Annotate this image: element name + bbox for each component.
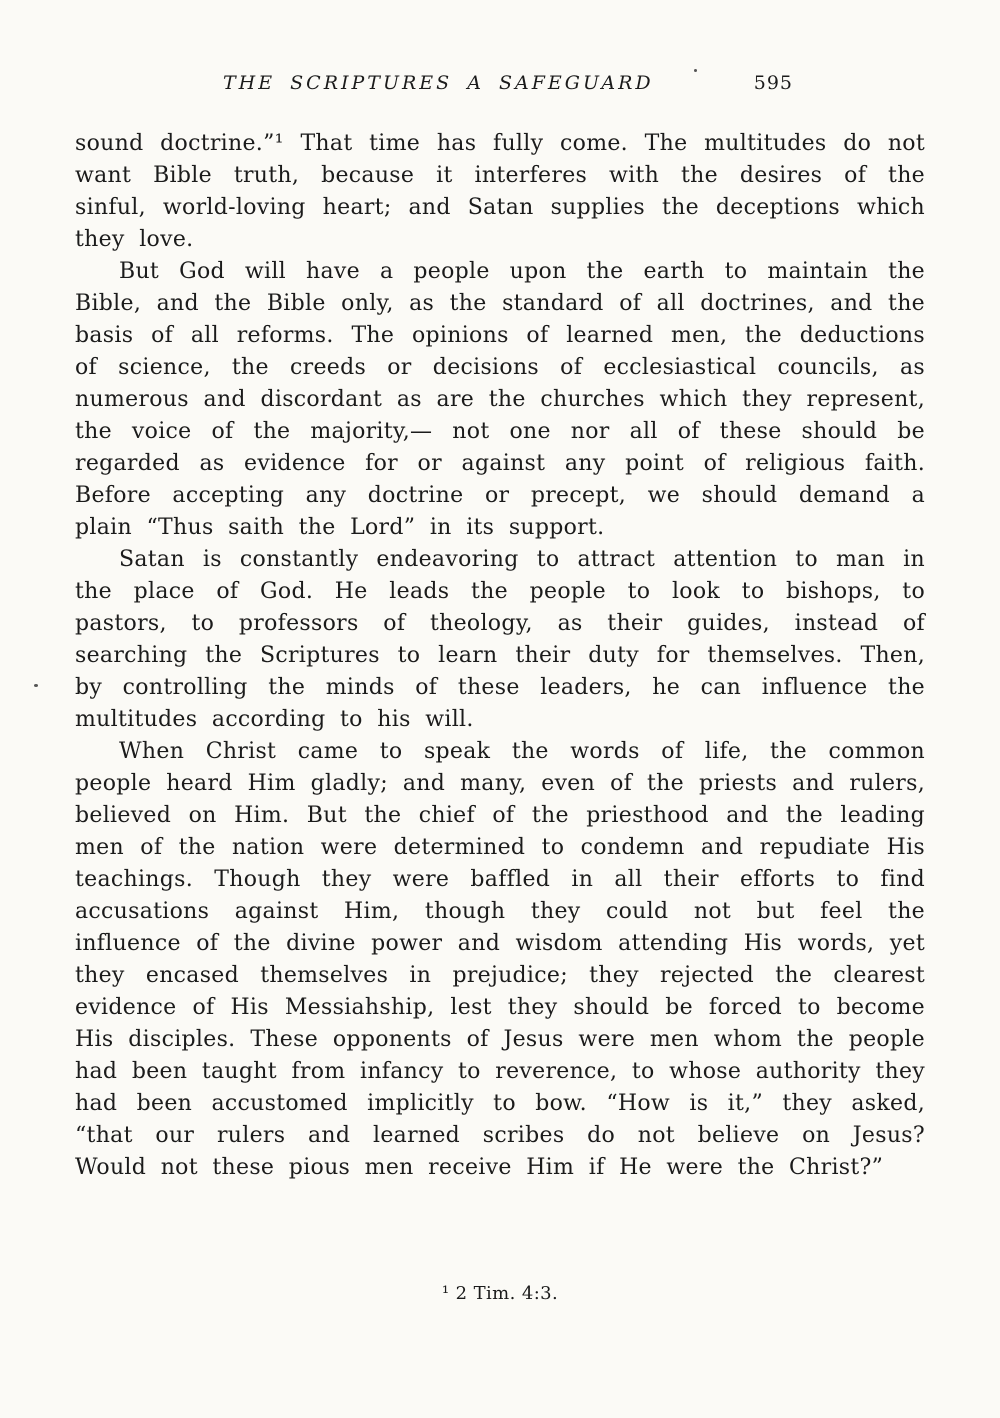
page-content	[75, 72, 925, 1184]
body-text	[75, 128, 925, 1184]
page-number: 595	[753, 72, 793, 94]
paragraph: But God will have a people upon the earth to maintain the Bible, and the Bible only, as the standard of all doctrines, and the basis of all reforms. The opinions of learned men, the deductions of science, the creeds or decisions of ecclesiastical councils, as numerous and discordant as are the churches which they represent, the voice of the majority,— not one nor all of these should be regarded as evidence for or against any point of religious faith. Before accepting any doctrine or precept, we should demand a plain “Thus saith the Lord” in its support.	[75, 259, 925, 540]
chapter-title: THE SCRIPTURES A SAFEGUARD	[223, 72, 654, 94]
running-header	[75, 72, 925, 94]
paragraph: Satan is constantly endeavoring to attract attention to man in the place of God. He leads the people to look to bishops, to pastors, to professors of theology, as their guides, instead of searching the Scriptures to learn their duty for themselves. Then, by controlling the minds of these leaders, he can influence the multitudes according to his will.	[75, 547, 925, 732]
footnote: ¹ 2 Tim. 4:3.	[441, 1283, 559, 1304]
paragraph: sound doctrine.”¹ That time has fully come. The multitudes do not want Bible truth, because it interferes with the desires of the sinful, world-loving heart; and Satan supplies the deceptions which they love.	[75, 131, 925, 252]
paragraph: When Christ came to speak the words of life, the common people heard Him gladly; and many, even of the priests and rulers, believed on Him. But the chief of the priesthood and the leading men of the nation were determined to condemn and repudiate His teachings. Though they were baffled in all their efforts to find accusations against Him, though they could not but feel the influence of the divine power and wisdom attending His words, yet they encased themselves in prejudice; they rejected the clearest evidence of His Messiahship, lest they should be forced to become His disciples. These opponents of Jesus were men whom the people had been taught from infancy to reverence, to whose authority they had been accustomed implicitly to bow. “How is it,” they asked, “that our rulers and learned scribes do not believe on Jesus? Would not these pious men receive Him if He were the Christ?”	[75, 739, 925, 1180]
scan-speck	[34, 684, 38, 687]
